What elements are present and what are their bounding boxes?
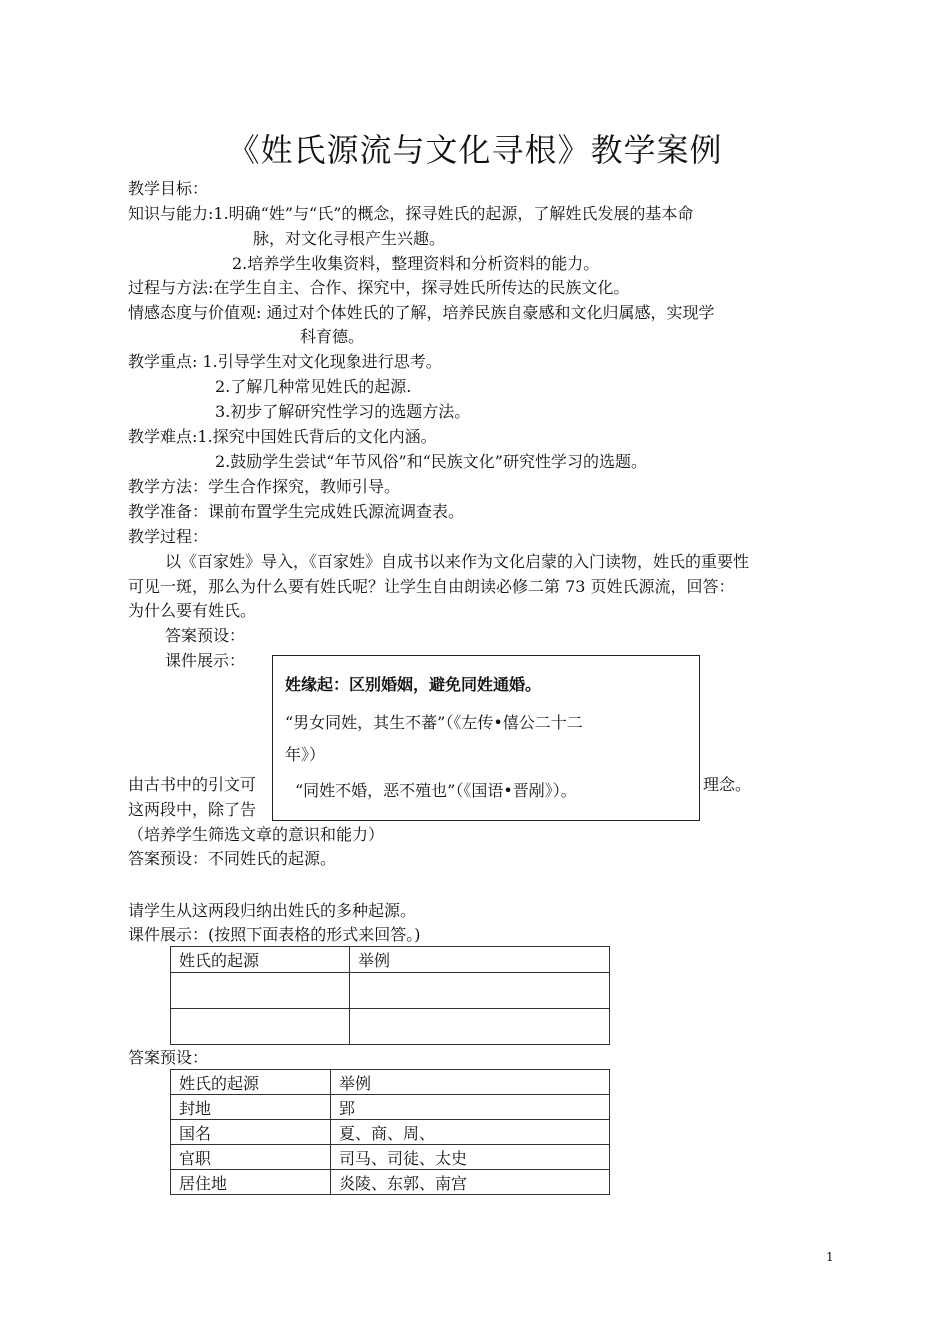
table-cell	[350, 973, 610, 1009]
table-cell: 官职	[171, 1145, 331, 1170]
process-heading: 教学过程：	[128, 527, 209, 546]
teaching-preparation: 教学准备：课前布置学生完成姓氏源流调查表。	[128, 502, 465, 521]
answer-preset-1: 答案预设：	[165, 626, 246, 645]
intro-line-2: 可见一斑，那么为什么要有姓氏呢？让学生自由朗读必修二第 73 页姓氏源流，回答：	[128, 577, 735, 596]
table-row	[171, 1009, 610, 1045]
table-header-origin: 姓氏的起源	[171, 947, 350, 973]
emotion-line: 情感态度与价值观: 通过对个体姓氏的了解，培养民族自豪感和文化归属感，实现学	[128, 303, 715, 322]
difficulty-2: 2.鼓励学生尝试“年节风俗”和“民族文化”研究性学习的选题。	[215, 452, 647, 471]
answer-preset-3: 答案预设：	[128, 1048, 209, 1067]
table-row	[171, 973, 610, 1009]
teaching-method: 教学方法：学生合作探究，教师引导。	[128, 477, 401, 496]
popup-quote-1-cont: 年》）	[285, 745, 326, 764]
table-cell	[171, 973, 350, 1009]
table-cell	[350, 1009, 610, 1045]
knowledge-line-1: 知识与能力:1.明确“姓”与“氏”的概念，探寻姓氏的起源，了解姓氏发展的基本命	[128, 204, 694, 223]
table-cell	[171, 1009, 350, 1045]
key-point-3: 3.初步了解研究性学习的选题方法。	[215, 402, 471, 421]
process-method-line: 过程与方法:在学生自主、合作、探究中，探寻姓氏所传达的民族文化。	[128, 278, 630, 297]
train-note: （培养学生筛选文章的意识和能力）	[128, 825, 385, 844]
table-cell: 炎陵、东郭、南宫	[331, 1170, 610, 1195]
partially-hidden-line-1: 由古书中的引文可	[128, 775, 257, 794]
emotion-line-cont: 科育德。	[300, 327, 365, 346]
key-point-1: 教学重点: 1.引导学生对文化现象进行思考。	[128, 352, 442, 371]
courseware-label-2: 课件展示：(按照下面表格的形式来回答。)	[128, 925, 421, 944]
table-header-example: 举例	[331, 1070, 610, 1095]
intro-line-3: 为什么要有姓氏。	[128, 601, 257, 620]
table-cell: 郢	[331, 1095, 610, 1120]
partially-hidden-line-2: 这两段中，除了告	[128, 800, 257, 819]
table-header-row	[171, 1070, 610, 1095]
table-header-example: 举例	[350, 947, 610, 973]
popup-heading: 姓缘起：区别婚姻，避免同姓通婚。	[285, 675, 542, 694]
summary-prompt: 请学生从这两段归纳出姓氏的多种起源。	[128, 901, 417, 920]
courseware-label-1: 课件展示：	[165, 651, 246, 670]
origin-table-answer	[170, 1069, 610, 1195]
table-header-origin: 姓氏的起源	[171, 1070, 331, 1095]
table-row	[171, 1170, 610, 1195]
table-cell: 封地	[171, 1095, 331, 1120]
answer-preset-2: 答案预设：不同姓氏的起源。	[128, 849, 337, 868]
key-point-2: 2.了解几种常见姓氏的起源.	[215, 377, 412, 396]
table-cell: 司马、司徒、太史	[331, 1145, 610, 1170]
knowledge-line-2: 2.培养学生收集资料，整理资料和分析资料的能力。	[232, 254, 600, 273]
knowledge-line-1-cont: 脉，对文化寻根产生兴趣。	[253, 229, 446, 248]
table-cell: 国名	[171, 1120, 331, 1145]
page-number: 1	[826, 1250, 834, 1264]
table-cell: 居住地	[171, 1170, 331, 1195]
table-row	[171, 1120, 610, 1145]
origin-table-blank	[170, 946, 610, 1045]
page-title: 《姓氏源流与文化寻根》教学案例	[227, 131, 723, 169]
popup-quote-1: “男女同姓，其生不蕃”（《左传•僖公二十二	[285, 713, 583, 732]
partially-hidden-line-1-end: 理念。	[703, 775, 752, 794]
difficulty-1: 教学难点:1.探究中国姓氏背后的文化内涵。	[128, 427, 437, 446]
intro-line-1: 以《百家姓》导入，《百家姓》自成书以来作为文化启蒙的入门读物，姓氏的重要性	[165, 552, 750, 571]
table-header-row	[171, 947, 610, 973]
popup-quote-2: “同姓不婚，恶不殖也”（《国语•晋剐》）。	[295, 781, 577, 800]
courseware-popup	[272, 655, 700, 821]
table-row	[171, 1145, 610, 1170]
table-cell: 夏、商、周、	[331, 1120, 610, 1145]
table-row	[171, 1095, 610, 1120]
objectives-heading: 教学目标：	[128, 179, 209, 198]
